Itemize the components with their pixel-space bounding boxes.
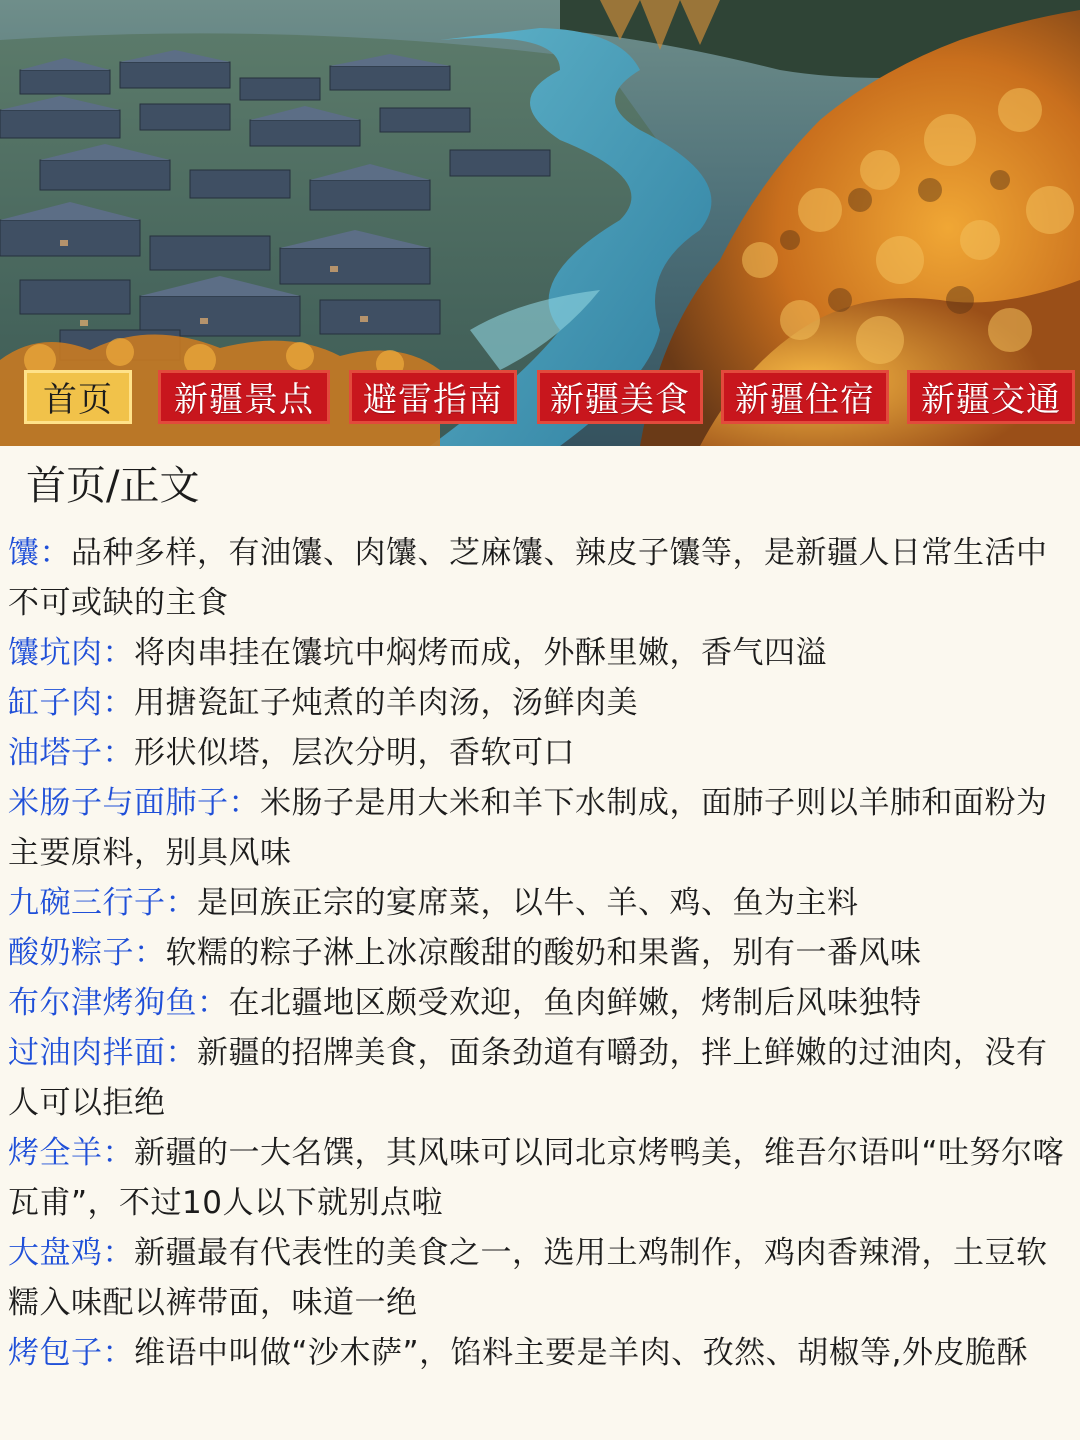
food-list xyxy=(8,528,1072,1378)
list-item xyxy=(8,928,1072,978)
list-item xyxy=(8,878,1072,928)
list-item xyxy=(8,528,1072,628)
list-item xyxy=(8,1228,1072,1328)
item-description: 新疆的一大名馔，其风味可以同北京烤鸭美，维吾尔语叫“吐努尔喀瓦甫”，不过10人以下就别点啦 xyxy=(8,1135,1065,1221)
item-description: 新疆最有代表性的美食之一，选用土鸡制作，鸡肉香辣滑，土豆软糯入味配以裤带面，味道一绝 xyxy=(8,1235,1048,1321)
item-description: 是回族正宗的宴席菜，以牛、羊、鸡、鱼为主料 xyxy=(197,885,859,921)
item-term: 烤包子： xyxy=(8,1335,134,1371)
breadcrumb: 首页/正文 xyxy=(26,463,200,509)
item-term: 馕： xyxy=(8,535,71,571)
item-term: 米肠子与面肺子： xyxy=(8,785,260,821)
item-description: 维语中叫做“沙木萨”，馅料主要是羊肉、孜然、胡椒等,外皮脆酥 xyxy=(134,1335,1028,1371)
tab-home[interactable]: 首页 xyxy=(24,370,132,424)
tab-xinjiang-food[interactable]: 新疆美食 xyxy=(537,370,703,424)
tab-xinjiang-attractions[interactable]: 新疆景点 xyxy=(158,370,330,424)
item-term: 缸子肉： xyxy=(8,685,134,721)
tab-xinjiang-transport[interactable]: 新疆交通 xyxy=(907,370,1075,424)
item-description: 新疆的招牌美食，面条劲道有嚼劲，拌上鲜嫩的过油肉，没有人可以拒绝 xyxy=(8,1035,1048,1121)
list-item xyxy=(8,678,1072,728)
tab-xinjiang-lodging[interactable]: 新疆住宿 xyxy=(721,370,889,424)
list-item xyxy=(8,728,1072,778)
item-description: 将肉串挂在馕坑中焖烤而成，外酥里嫩，香气四溢 xyxy=(134,635,827,671)
item-term: 油塔子： xyxy=(8,735,134,771)
item-description: 米肠子是用大米和羊下水制成，面肺子则以羊肺和面粉为主要原料，别具风味 xyxy=(8,785,1048,871)
list-item xyxy=(8,1328,1072,1378)
item-term: 馕坑肉： xyxy=(8,635,134,671)
item-description: 在北疆地区颇受欢迎，鱼肉鲜嫩，烤制后风味独特 xyxy=(228,985,922,1021)
list-item xyxy=(8,628,1072,678)
item-description: 软糯的粽子淋上冰凉酸甜的酸奶和果酱，别有一番风味 xyxy=(165,935,922,971)
list-item xyxy=(8,778,1072,878)
item-term: 过油肉拌面： xyxy=(8,1035,197,1071)
item-description: 品种多样，有油馕、肉馕、芝麻馕、辣皮子馕等，是新疆人日常生活中不可或缺的主食 xyxy=(8,535,1048,621)
item-term: 大盘鸡： xyxy=(8,1235,134,1271)
item-description: 用搪瓷缸子炖煮的羊肉汤，汤鲜肉美 xyxy=(134,685,638,721)
item-term: 布尔津烤狗鱼： xyxy=(8,985,229,1021)
top-nav xyxy=(0,366,1080,430)
item-term: 九碗三行子： xyxy=(8,885,197,921)
tab-pitfall-guide[interactable]: 避雷指南 xyxy=(349,370,517,424)
list-item xyxy=(8,1128,1072,1228)
list-item xyxy=(8,1028,1072,1128)
item-term: 烤全羊： xyxy=(8,1135,134,1171)
list-item xyxy=(8,978,1072,1028)
item-term: 酸奶粽子： xyxy=(8,935,166,971)
item-description: 形状似塔，层次分明，香软可口 xyxy=(134,735,575,771)
